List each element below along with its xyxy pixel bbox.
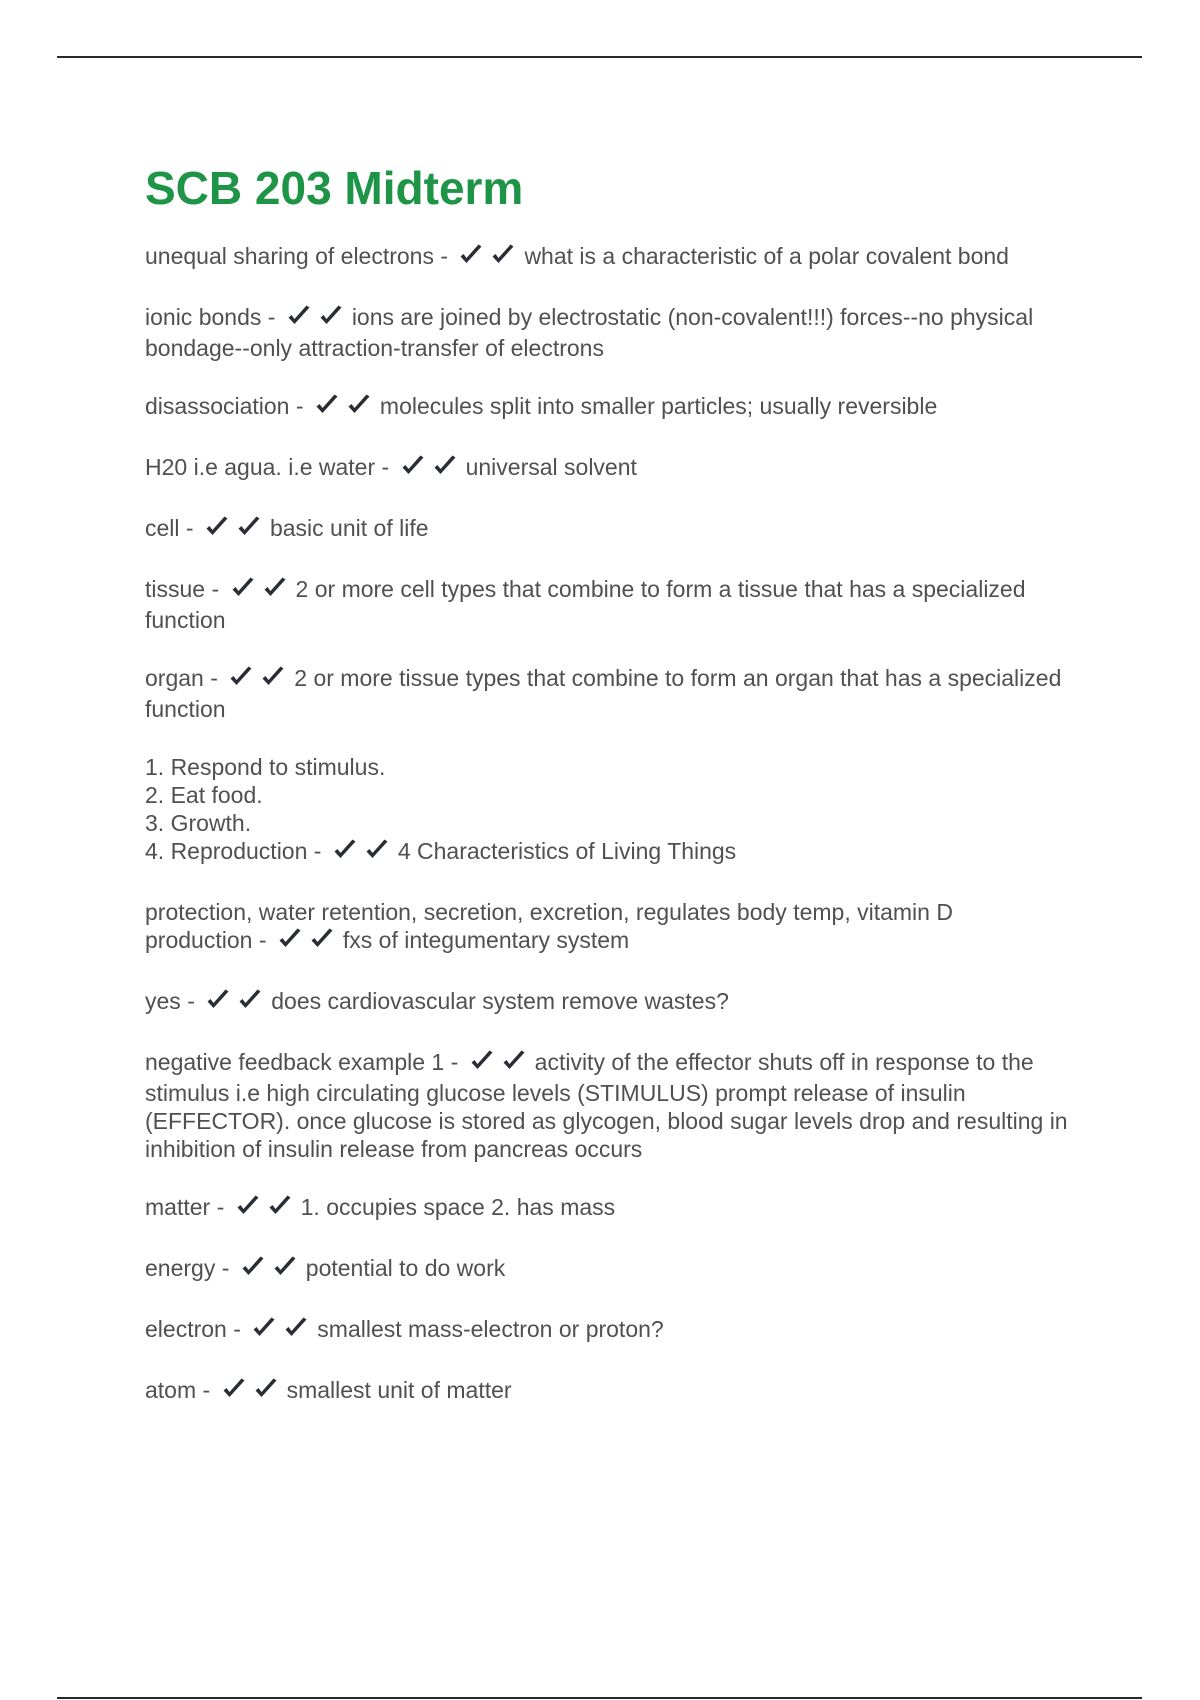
check-icon (251, 1316, 277, 1340)
flashcard-entry (145, 753, 1085, 868)
flashcard-term: H20 i.e agua. i.e water (145, 454, 376, 480)
check-icon (221, 1377, 247, 1401)
double-check-icon (228, 665, 292, 695)
flashcard-entry (145, 1193, 1085, 1224)
term-line: protection, water retention, secretion, excretion, regulates body temp, vitamin D (145, 899, 953, 925)
flashcard-text (145, 243, 1009, 269)
flashcard-term: ionic bonds (145, 304, 262, 330)
flashcard-text (145, 393, 937, 419)
flashcard-entry (145, 514, 1085, 545)
flashcard-entry (145, 453, 1085, 484)
flashcard-term: organ (145, 665, 204, 691)
check-icon (318, 304, 344, 328)
double-check-icon (332, 838, 396, 868)
flashcard-text (145, 576, 1026, 633)
flashcard-term: matter (145, 1194, 211, 1220)
flashcard-text (145, 1255, 505, 1281)
double-check-icon (469, 1049, 533, 1079)
flashcard-term: yes (145, 988, 181, 1014)
term-line: 3. Growth. (145, 810, 252, 836)
double-check-icon (277, 927, 341, 957)
check-icon (332, 838, 358, 862)
check-icon (314, 393, 340, 417)
flashcard-definition: 1. occupies space 2. has mass (300, 1194, 616, 1220)
page-title: SCB 203 Midterm (145, 162, 524, 214)
flashcard-term: electron (145, 1316, 227, 1342)
flashcard-term: energy (145, 1255, 216, 1281)
term-separator: - (211, 576, 220, 602)
flashcard-definition: fxs of integumentary system (342, 927, 630, 953)
flashcard-text (145, 454, 637, 480)
flashcard-definition: potential to do work (305, 1255, 506, 1281)
flashcard-text (145, 304, 1033, 361)
check-icon (235, 1194, 261, 1218)
term-separator: - (258, 927, 267, 953)
check-icon (283, 1316, 309, 1340)
flashcard-entry (145, 1315, 1085, 1346)
bottom-rule (57, 1697, 1142, 1699)
term-separator: - (233, 1316, 241, 1342)
term-separator: - (185, 515, 194, 541)
flashcard-text (145, 1194, 615, 1220)
flashcard-definition: 2 or more tissue types that combine to form an organ that has a specialized function (145, 665, 1062, 722)
double-check-icon (400, 454, 464, 484)
flashcard-entry (145, 575, 1085, 634)
double-check-icon (205, 988, 269, 1018)
flashcard-definition: molecules split into smaller particles; usually reversible (379, 393, 938, 419)
check-icon (205, 988, 231, 1012)
term-separator: - (210, 665, 218, 691)
flashcard-text (145, 927, 629, 953)
flashcard-definition: does cardiovascular system remove wastes? (271, 988, 729, 1014)
term-separator: - (216, 1194, 225, 1220)
check-icon (236, 515, 262, 539)
check-icon (400, 454, 426, 478)
double-check-icon (240, 1255, 304, 1285)
flashcard-term: production (145, 927, 253, 953)
flashcard-entry (145, 898, 1085, 957)
check-icon (286, 304, 312, 328)
check-icon (309, 927, 335, 951)
double-check-icon (221, 1377, 285, 1407)
flashcard-entry (145, 1254, 1085, 1285)
check-icon (230, 576, 256, 600)
term-separator: - (267, 304, 276, 330)
double-check-icon (235, 1194, 299, 1224)
term-line: 1. Respond to stimulus. (145, 754, 386, 780)
flashcard-definition: 4 Characteristics of Living Things (397, 838, 737, 864)
flashcard-term: atom (145, 1377, 197, 1403)
term-separator: - (295, 393, 304, 419)
check-icon (260, 665, 286, 689)
document-body (145, 160, 1085, 1437)
flashcard-entry (145, 1376, 1085, 1407)
check-icon (432, 454, 458, 478)
check-icon (267, 1194, 293, 1218)
check-icon (237, 988, 263, 1012)
double-check-icon (251, 1316, 315, 1346)
double-check-icon (286, 304, 350, 334)
flashcard-text (145, 1377, 512, 1403)
term-separator: - (313, 838, 322, 864)
term-separator: - (440, 243, 449, 269)
flashcard-entry (145, 242, 1085, 273)
check-icon (458, 243, 484, 267)
check-icon (490, 243, 516, 267)
flashcard-definition: smallest mass-electron or proton? (317, 1316, 664, 1342)
flashcard-entry (145, 1048, 1085, 1163)
check-icon (501, 1049, 527, 1073)
flashcard-definition: smallest unit of matter (286, 1377, 512, 1403)
flashcard-text (145, 988, 729, 1014)
check-icon (346, 393, 372, 417)
check-icon (262, 576, 288, 600)
flashcard-term: negative feedback example 1 (145, 1049, 445, 1075)
flashcard-term: cell (145, 515, 180, 541)
term-separator: - (187, 988, 195, 1014)
double-check-icon (230, 576, 294, 606)
flashcard-definition: basic unit of life (269, 515, 429, 541)
flashcard-definition: activity of the effector shuts off in response to the stimulus i.e high circulating glucose levels (STIMULUS) prompt release of insulin (EFFECTOR). once glucose is stored as glycogen, blood sugar levels drop and resulting in inhibition of insulin release from pancreas occurs (145, 1049, 1068, 1162)
double-check-icon (458, 243, 522, 273)
flashcard-term: tissue (145, 576, 206, 602)
flashcard-entry (145, 392, 1085, 423)
check-icon (272, 1255, 298, 1279)
flashcard-term: disassociation (145, 393, 290, 419)
double-check-icon (204, 515, 268, 545)
flashcard-definition: 2 or more cell types that combine to form a tissue that has a specialized function (145, 576, 1026, 633)
term-separator: - (202, 1377, 211, 1403)
flashcard-definition: what is a characteristic of a polar covalent bond (524, 243, 1009, 269)
term-line: 2. Eat food. (145, 782, 263, 808)
flashcard-term: 4. Reproduction (145, 838, 308, 864)
flashcard-text (145, 1049, 1068, 1162)
top-rule (57, 56, 1142, 58)
term-separator: - (381, 454, 390, 480)
check-icon (228, 665, 254, 689)
flashcard-entry (145, 303, 1085, 362)
check-icon (204, 515, 230, 539)
flashcard-text (145, 665, 1061, 722)
flashcard-text (145, 1316, 664, 1342)
check-icon (364, 838, 390, 862)
flashcard-list (145, 242, 1085, 1407)
flashcard-entry (145, 664, 1085, 723)
flashcard-text (145, 515, 429, 541)
flashcard-term: unequal sharing of electrons (145, 243, 434, 269)
double-check-icon (314, 393, 378, 423)
term-separator: - (450, 1049, 459, 1075)
term-separator: - (221, 1255, 230, 1281)
flashcard-text (145, 838, 736, 864)
check-icon (253, 1377, 279, 1401)
check-icon (240, 1255, 266, 1279)
check-icon (469, 1049, 495, 1073)
check-icon (277, 927, 303, 951)
flashcard-definition: universal solvent (465, 454, 637, 480)
flashcard-entry (145, 987, 1085, 1018)
flashcard-definition: ions are joined by electrostatic (non-covalent!!!) forces--no physical bondage--only attraction-transfer of electrons (145, 304, 1034, 361)
